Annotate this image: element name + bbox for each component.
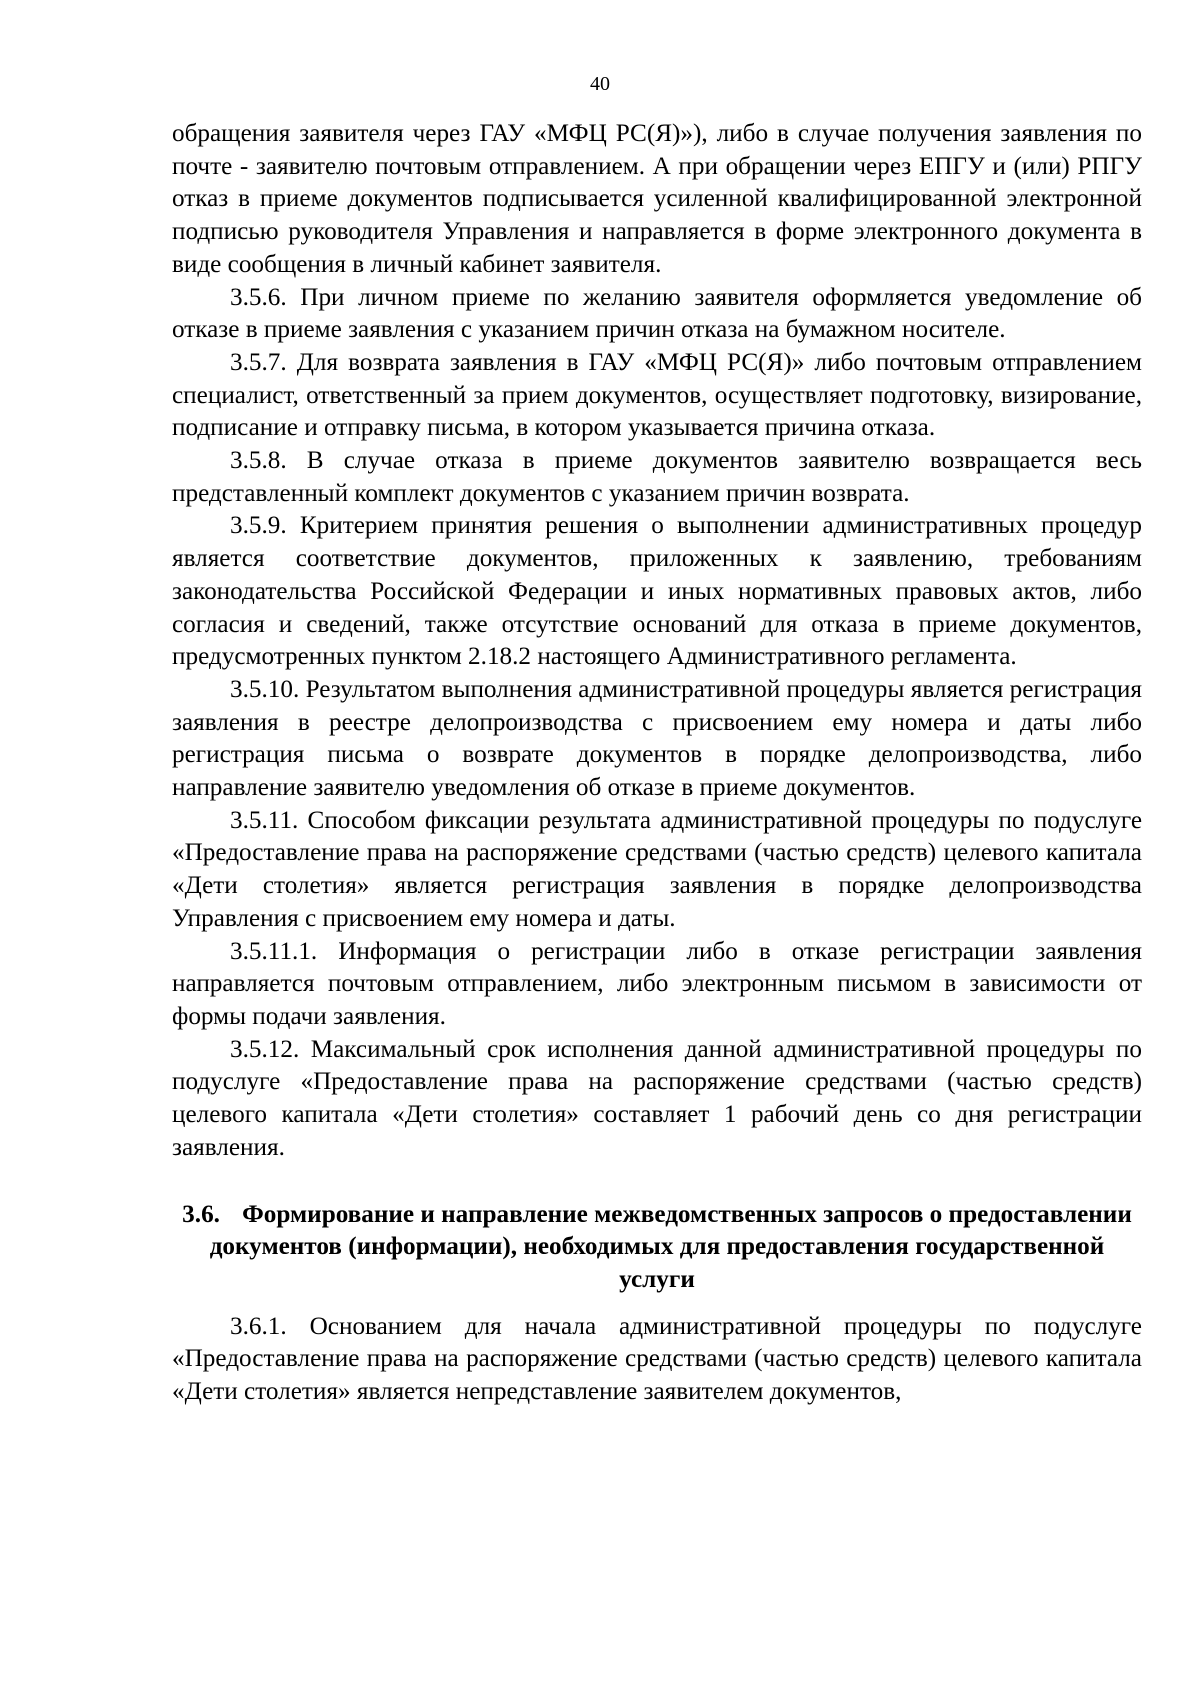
paragraph-3-5-9: 3.5.9. Критерием принятия решения о выполнении административных процедур является соответствие документов, приложенных к заявлению, требованиям законодательства Российской Федерации и иных нормативных правовых актов, либо согласия и сведений, также отсутствие оснований для отказа в приеме документов, предусмотренных пунктом 2.18.2 настоящего Административного регламента. bbox=[172, 512, 1142, 671]
paragraph-3-5-8: 3.5.8. В случае отказа в приеме документов заявителю возвращается весь представленный комплект документов с указанием причин возврата. bbox=[172, 447, 1142, 507]
document-body bbox=[172, 118, 1142, 1409]
paragraph-3-6-1: 3.6.1. Основанием для начала административной процедуры по подуслуге «Предоставление права на распоряжение средствами (частью средств) целевого капитала «Дети столетия» является непредставление заявителем документов, bbox=[172, 1312, 1142, 1406]
section-number: 3.6. bbox=[182, 1200, 220, 1228]
paragraph-3-5-12: 3.5.12. Максимальный срок исполнения данной административной процедуры по подуслуге «Предоставление права на распоряжение средствами (частью средств) целевого капитала «Дети столетия» составляет 1 рабочий день со дня регистрации заявления. bbox=[172, 1035, 1142, 1161]
paragraph-3-5-11: 3.5.11. Способом фиксации результата административной процедуры по подуслуге «Предоставление права на распоряжение средствами (частью средств) целевого капитала «Дети столетия» является регистрация заявления в порядке делопроизводства Управления с присвоением ему номера и даты. bbox=[172, 806, 1142, 932]
section-title: Формирование и направление межведомственных запросов о предоставлении документов (информации), необходимых для предоставления государственной услуги bbox=[209, 1200, 1132, 1293]
paragraph-continuation: обращения заявителя через ГАУ «МФЦ РС(Я)»), либо в случае получения заявления по почте - заявителю почтовым отправлением. А при обращении через ЕПГУ и (или) РПГУ отказ в приеме документов подписывается усиленной квалифицированной электронной подписью руководителя Управления и направляется в форме электронного документа в виде сообщения в личный кабинет заявителя. bbox=[172, 120, 1142, 278]
paragraph-3-5-11-1: 3.5.11.1. Информация о регистрации либо в отказе регистрации заявления направляется почтовым отправлением, либо электронным письмом в зависимости от формы подачи заявления. bbox=[172, 937, 1142, 1030]
section-heading-3-6 bbox=[172, 1199, 1142, 1297]
paragraph-3-5-10: 3.5.10. Результатом выполнения административной процедуры является регистрация заявления в реестре делопроизводства с присвоением ему номера и даты либо регистрация письма о возврате документов в порядке делопроизводства, либо направление заявителю уведомления об отказе в приеме документов. bbox=[172, 675, 1142, 802]
paragraph-3-5-6: 3.5.6. При личном приеме по желанию заявителя оформляется уведомление об отказе в приеме заявления с указанием причин отказа на бумажном носителе. bbox=[172, 283, 1142, 344]
page-number: 40 bbox=[590, 73, 610, 95]
paragraph-3-5-7: 3.5.7. Для возврата заявления в ГАУ «МФЦ РС(Я)» либо почтовым отправлением специалист, ответственный за прием документов, осуществляет подготовку, визирование, подписание и отправку письма, в котором указывается причина отказа. bbox=[172, 348, 1142, 442]
